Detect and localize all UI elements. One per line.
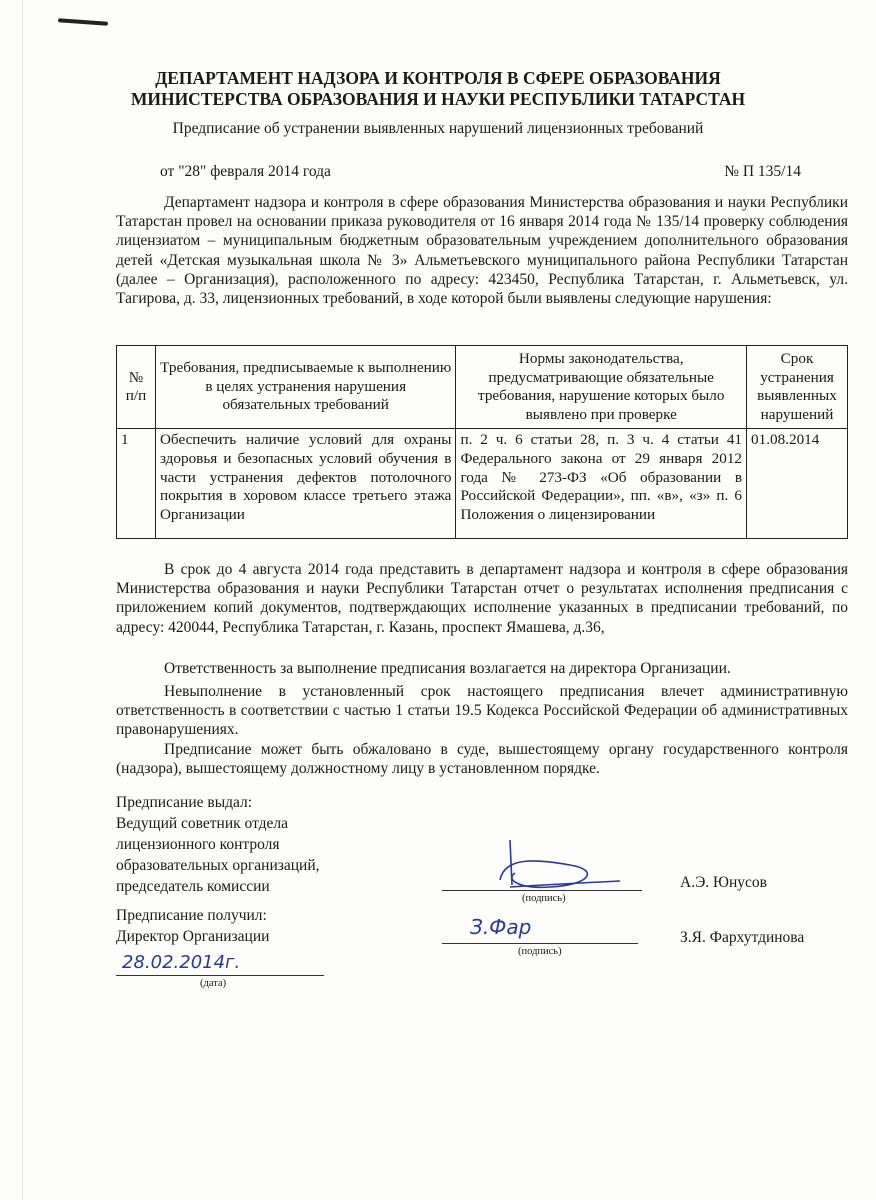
- issuer-position-line: председатель комиссии: [116, 878, 270, 895]
- table-row: [117, 429, 848, 539]
- scan-edge: [22, 0, 23, 1200]
- cell-num: 1: [117, 429, 156, 539]
- pen-mark: [58, 18, 108, 25]
- body-paragraph-liability: Невыполнение в установленный срок настоящего предписания влечет административную ответственность в соответствии с частью 1 статьи 19.5 Кодекса Российской Федерации об административных правонарушениях.: [116, 683, 848, 739]
- issuer-block: [116, 792, 320, 897]
- recipient-signature: З.Фар: [470, 915, 532, 939]
- header-norms: Нормы законодательства, предусматривающие обязательные требования, нарушение которых было выявлено при проверке: [456, 346, 747, 429]
- document-subtitle: Предписание об устранении выявленных нарушений лицензионных требований: [172, 120, 704, 137]
- document-number: № П 135/14: [724, 163, 801, 180]
- recipient-name: З.Я. Фархутдинова: [680, 929, 805, 946]
- header-requirement: Требования, предписываемые к выполнению в целях устранения нарушения обязательных требований: [155, 346, 455, 429]
- issuer-signature-caption: (подпись): [522, 893, 566, 904]
- date-line: [116, 975, 324, 976]
- recipient-signature-caption: (подпись): [518, 946, 562, 957]
- cell-deadline: 01.08.2014: [747, 429, 848, 539]
- recipient-block: [116, 905, 269, 947]
- date-caption: (дата): [200, 978, 227, 989]
- department-title-line1: ДЕПАРТАМЕНТ НАДЗОРА И КОНТРОЛЯ В СФЕРЕ ОБРАЗОВАНИЯ: [155, 68, 721, 88]
- recipient-position: Директор Организации: [116, 928, 270, 945]
- issuer-signature: [480, 835, 640, 895]
- body-paragraph-deadline: В срок до 4 августа 2014 года представить в департамент надзора и контроля в сфере образования Министерства образования и науки Республики Татарстан отчет о результатах исполнения предписания с приложением копий документов, подтверждающих исполнение указанных в предписании требований, по адресу: 420044, Республика Татарстан, г. Казань, проспект Ямашева, д.36,: [116, 561, 848, 636]
- issuer-position-line: Ведущий советник отдела: [116, 815, 289, 832]
- issuer-position-line: лицензионного контроля: [116, 836, 280, 853]
- header-num: № п/п: [117, 346, 156, 429]
- issuer-label: Предписание выдал:: [116, 794, 253, 811]
- intro-paragraph: Департамент надзора и контроля в сфере образования Министерства образования и науки Республики Татарстан провел на основании приказа руководителя от 16 января 2014 года № 135/14 проверку соблюдения лицензиатом – муниципальным бюджетным образовательным учреждением дополнительного образования детей «Детская музыкальная школа № 3» Альметьевского муниципального района Республики Татарстан (далее – Организация), расположенного по адресу: 423450, Республика Татарстан, г. Альметьевск, ул. Тагирова, д. 33, лицензионных требований, в ходе которой были выявлены следующие нарушения:: [116, 194, 848, 308]
- violations-table: [116, 345, 848, 539]
- header-deadline: Срок устранения выявленных нарушений: [747, 346, 848, 429]
- issuer-position-line: образовательных организаций,: [116, 857, 320, 874]
- cell-requirement: Обеспечить наличие условий для охраны здоровья и безопасных условий обучения в части устранения дефектов потолочного покрытия в хоровом классе третьего этажа Организации: [155, 429, 455, 539]
- body-paragraph-responsibility: Ответственность за выполнение предписания возлагается на директора Организации.: [164, 660, 731, 677]
- cell-norms: п. 2 ч. 6 статьи 28, п. 3 ч. 4 статьи 41 Федерального закона от 29 января 2012 года № 273-ФЗ «Об образовании в Российской Федерации», пп. «в», «з» п. 6 Положения о лицензировании: [456, 429, 747, 539]
- document-date: от "28" февраля 2014 года: [160, 163, 331, 180]
- table-header-row: [117, 346, 848, 429]
- issuer-signature-line: [442, 890, 642, 891]
- department-title-line2: МИНИСТЕРСТВА ОБРАЗОВАНИЯ И НАУКИ РЕСПУБЛИКИ ТАТАРСТАН: [130, 89, 746, 109]
- recipient-signature-line: [442, 943, 638, 944]
- handwritten-date: 28.02.2014г.: [122, 952, 241, 973]
- body-paragraph-appeal: Предписание может быть обжаловано в суде, вышестоящему органу государственного контроля (надзора), вышестоящему должностному лицу в установленном порядке.: [116, 741, 848, 778]
- recipient-label: Предписание получил:: [116, 907, 267, 924]
- issuer-name: А.Э. Юнусов: [680, 874, 767, 891]
